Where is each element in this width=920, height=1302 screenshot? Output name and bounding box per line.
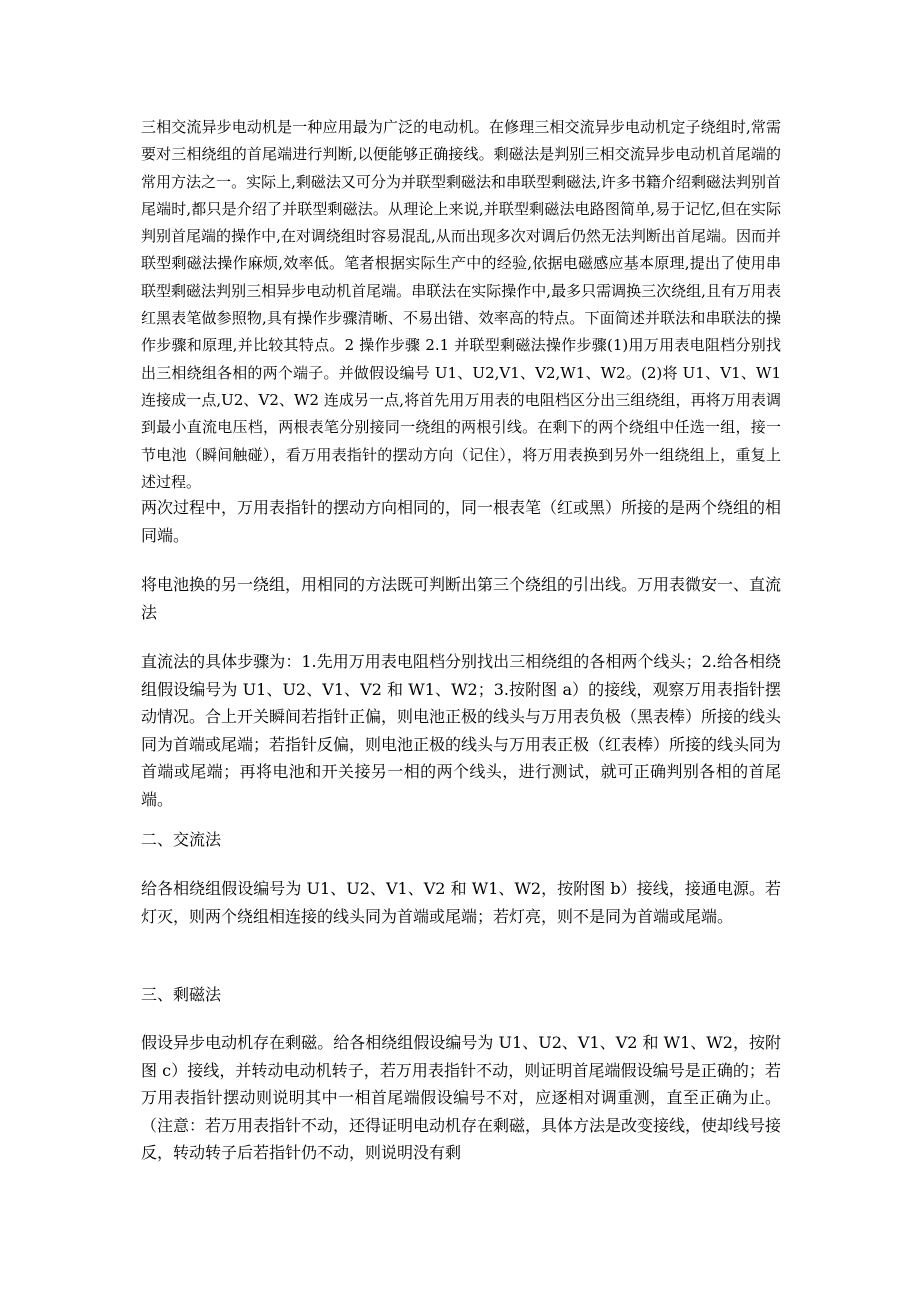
paragraph-residual-magnetism: 假设异步电动机存在剩磁。给各相绕组假设编号为 U1、U2、V1、V2 和 W1、W2，按附图 c）接线，并转动电动机转子，若万用表指针不动，则证明首尾端假设编号是正确的；若万用表指针摆动则说明其中一相首尾端假设编号不对，应逐相对调重测，直至正确为止。（注意：若万用表指针不动，还得证明电动机存在剩磁，具体方法是改变接线，使却线号接反，转动转子后若指针仍不动，则说明没有剩 <box>141 1033 782 1162</box>
section-heading-residual-magnetism: 三、剩磁法 <box>141 985 222 1004</box>
paragraph-dc-method: 直流法的具体步骤为：1.先用万用表电阻档分别找出三相绕组的各相两个线头；2.给各相绕组假设编号为 U1、U2、V1、V2 和 W1、W2；3.按附图 a）的接线，观察万用表指针摆动情况。合上开关瞬间若指针正偏，则电池正极的线头与万用表负极（黑表棒）所接的线头同为首端或尾端；若指针反偏，则电池正极的线头与万用表正极（红表棒）所接的线头同为首端或尾端；再将电池和开关接另一相的两个线头，进行测试，就可正确判别各相的首尾端。 <box>141 652 782 809</box>
section-heading-ac-method: 二、交流法 <box>141 830 222 849</box>
intro-paragraph: 三相交流异步电动机是一种应用最为广泛的电动机。在修理三相交流异步电动机定子绕组时,常需要对三相绕组的首尾端进行判断,以便能够正确接线。剩磁法是判别三相交流异步电动机首尾端的常用方法之一。实际上,剩磁法又可分为并联型剩磁法和串联型剩磁法,许多书籍介绍剩磁法判别首尾端时,都只是介绍了并联型剩磁法。从理论上来说,并联型剩磁法电路图简单,易于记忆,但在实际判别首尾端的操作中,在对调绕组时容易混乱,从而出现多次对调后仍然无法判断出首尾端。因而并联型剩磁法操作麻烦,效率低。笔者根据实际生产中的经验,依据电磁感应基本原理,提出了使用串联型剩磁法判别三相异步电动机首尾端。串联法在实际操作中,最多只需调换三次绕组,且有万用表红黑表笔做参照物,具有操作步骤清晰、不易出错、效率高的特点。下面简述并联法和串联法的操作步骤和原理,并比较其特点。2 操作步骤 2.1 并联型剩磁法操作步骤(1)用万用表电阻档分别找出三相绕组各相的两个端子。并做假设编号 U1、U2,V1、V2,W1、W2。(2)将 U1、V1、W1 连接成一点,U2、V2、W2 连成另一点,将首先用万用表的电阻档区分出三组绕组，再将万用表调到最小直流电压档，两根表笔分别接同一绕组的两根引线。在剩下的两个绕组中任选一组，接一节电池（瞬间触碰），看万用表指针的摆动方向（记住），将万用表换到另外一组绕组上，重复上述过程。 <box>141 118 781 491</box>
paragraph-third-winding: 将电池换的另一绕组，用相同的方法既可判断出第三个绕组的引出线。万用表微安一、直流法 <box>141 575 782 622</box>
paragraph-needle-direction: 两次过程中，万用表指针的摆动方向相同的，同一根表笔（红或黑）所接的是两个绕组的相同端。 <box>141 498 782 545</box>
paragraph-ac-method: 给各相绕组假设编号为 U1、U2、V1、V2 和 W1、W2，按附图 b）接线，接通电源。若灯灭，则两个绕组相连接的线头同为首端或尾端；若灯亮，则不是同为首端或尾端。 <box>141 879 781 926</box>
